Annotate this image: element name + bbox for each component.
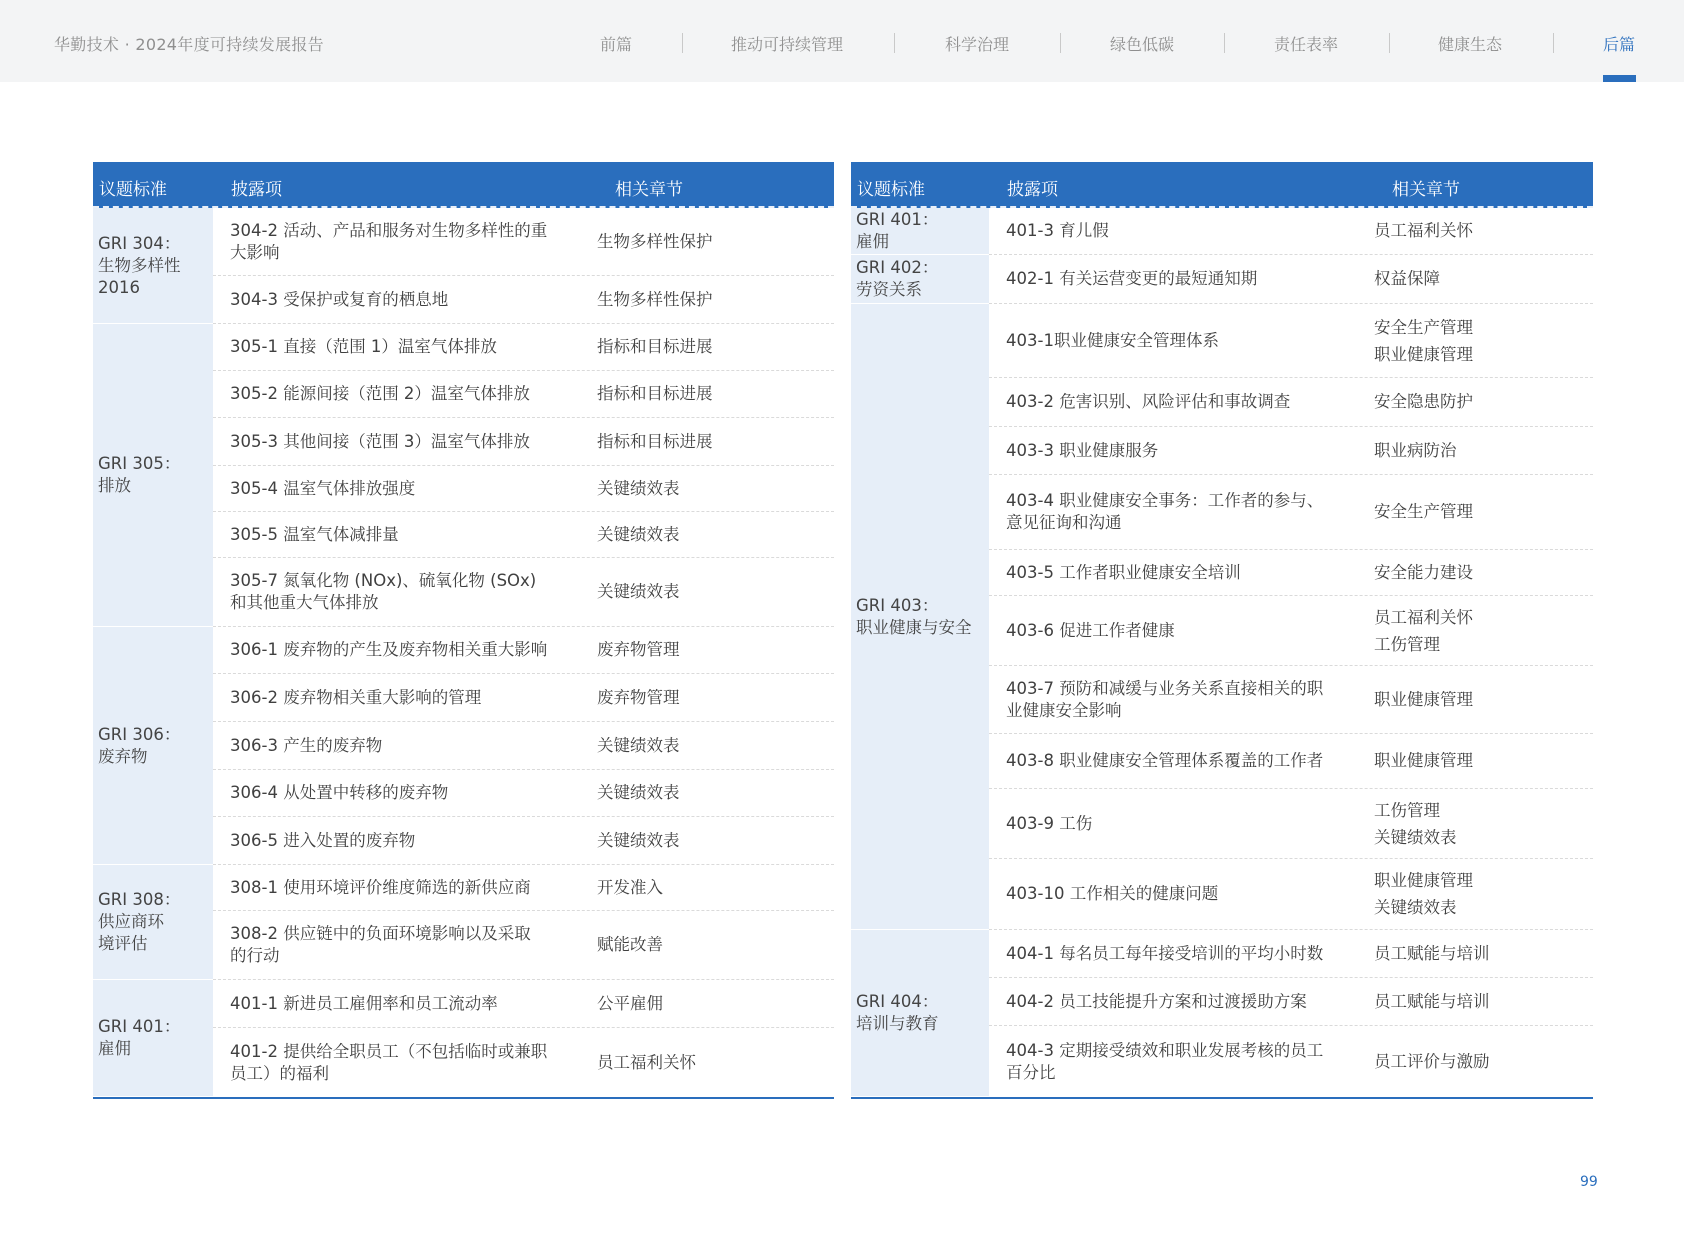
gri-standard-line: 供应商环 (98, 912, 164, 931)
header-disclosure: 披露项 (231, 180, 282, 200)
gri-standard-line: GRI 305： (98, 454, 181, 473)
related-section-text: 关键绩效表 (597, 524, 680, 544)
related-section-text: 安全隐患防护 (1374, 392, 1473, 411)
table-row (213, 276, 834, 324)
related-section-text: 安全能力建设 (1374, 562, 1473, 582)
disclosure-cell (213, 865, 597, 910)
table-row (213, 418, 834, 466)
table-row (213, 865, 834, 911)
top-bar (0, 0, 1684, 82)
gri-standard-label (98, 889, 180, 955)
related-section-cell (597, 674, 834, 721)
table-row (989, 666, 1593, 734)
disclosure-cell (989, 208, 1374, 254)
gri-standard-group (851, 304, 1593, 930)
nav-item-governance[interactable]: 科学治理 (945, 35, 1010, 54)
disclosure-text: 306-5 进入处置的废弃物 (230, 830, 416, 850)
disclosure-text: 意见征询和沟通 (1006, 513, 1122, 532)
gri-standard-line: 废弃物 (98, 746, 148, 766)
disclosure-cell (989, 378, 1374, 426)
gri-standard-line: GRI 404： (856, 992, 939, 1011)
header-section: 相关章节 (1392, 180, 1460, 200)
header-disclosure: 披露项 (1007, 180, 1058, 200)
gri-standard-label (856, 595, 972, 639)
disclosure-cell (989, 789, 1374, 858)
disclosure-text: 305-5 温室气体减排量 (230, 524, 399, 544)
gri-standard-cell (93, 980, 213, 1097)
related-section-text: 职业健康管理 (1374, 871, 1473, 890)
related-section-cell (1374, 304, 1593, 377)
related-section-cell (1374, 1026, 1593, 1097)
gri-standard-line: 职业健康与安全 (856, 617, 972, 637)
related-section-text: 员工赋能与培训 (1374, 991, 1490, 1011)
related-section-cell (1374, 208, 1593, 254)
gri-standard-line: 2016 (98, 277, 140, 297)
gri-standard-label (98, 1016, 180, 1060)
disclosure-cell (213, 980, 597, 1027)
related-section-cell (1374, 475, 1593, 549)
disclosure-cell (989, 475, 1374, 549)
related-section-cell (1374, 427, 1593, 474)
gri-standard-line: GRI 401： (856, 210, 939, 229)
table-body (93, 208, 834, 1099)
disclosure-text: 403-5 工作者职业健康安全培训 (1006, 562, 1241, 582)
disclosure-text: 403-10 工作相关的健康问题 (1006, 884, 1219, 903)
header-section: 相关章节 (615, 180, 683, 200)
related-section-text: 开发准入 (597, 877, 663, 897)
disclosure-cell (213, 418, 597, 465)
related-section-cell (597, 208, 834, 275)
gri-standard-line: GRI 306： (98, 724, 181, 744)
table-row (989, 255, 1593, 304)
gri-standard-line: 境评估 (98, 934, 148, 953)
disclosure-text: 401-2 提供给全职员工（不包括临时或兼职 (230, 1041, 548, 1061)
header-standard: 议题标准 (99, 180, 167, 200)
disclosure-text: 305-1 直接（范围 1）温室气体排放 (230, 337, 497, 356)
table-body (851, 208, 1593, 1099)
related-section-text: 职业健康管理 (1374, 344, 1473, 364)
disclosure-cell (989, 978, 1374, 1025)
gri-standard-line: 生物多样性 (98, 255, 181, 275)
related-section-cell (597, 770, 834, 816)
disclosure-cell (213, 466, 597, 511)
gri-standard-group (93, 208, 834, 324)
gri-standard-cell (851, 304, 989, 930)
table-row (213, 911, 834, 980)
related-section-text: 生物多样性保护 (597, 289, 713, 309)
disclosure-text: 305-2 能源间接（范围 2）温室气体排放 (230, 384, 530, 403)
disclosure-cell (213, 911, 597, 979)
disclosure-cell (213, 1028, 597, 1097)
related-section-text: 关键绩效表 (597, 735, 680, 755)
table-row (989, 475, 1593, 550)
related-section-text: 工伤管理 (1374, 800, 1440, 820)
related-section-text: 职业健康管理 (1374, 689, 1473, 709)
disclosure-text: 305-3 其他间接（范围 3）温室气体排放 (230, 431, 530, 451)
disclosure-text: 306-1 废弃物的产生及废弃物相关重大影响 (230, 640, 548, 659)
related-section-text: 职业病防治 (1374, 440, 1457, 460)
nav-divider (682, 33, 683, 53)
table-row (213, 512, 834, 558)
related-section-text: 关键绩效表 (597, 830, 680, 850)
gri-standard-group (851, 930, 1593, 1097)
disclosure-text: 306-2 废弃物相关重大影响的管理 (230, 687, 482, 707)
disclosure-text: 员工）的福利 (230, 1063, 329, 1083)
disclosure-cell (213, 512, 597, 557)
related-section-cell (597, 466, 834, 511)
gri-standard-cell (93, 865, 213, 980)
related-section-text: 关键绩效表 (597, 582, 680, 601)
related-section-cell (597, 911, 834, 979)
page-number: 99 (1580, 1174, 1598, 1190)
gri-standard-cell (93, 208, 213, 324)
disclosure-cell (213, 208, 597, 275)
gri-standard-cell (851, 930, 989, 1097)
table-row (213, 627, 834, 674)
related-section-text: 公平雇佣 (597, 993, 663, 1013)
gri-standard-cell (851, 208, 989, 255)
disclosure-text: 401-1 新进员工雇佣率和员工流动率 (230, 993, 498, 1013)
nav-item-green-low-carbon[interactable]: 绿色低碳 (1110, 35, 1175, 54)
table-row (213, 980, 834, 1028)
disclosure-cell (213, 722, 597, 769)
disclosure-text: 305-4 温室气体排放强度 (230, 478, 416, 498)
gri-standard-group (93, 627, 834, 865)
related-section-cell (597, 865, 834, 910)
related-section-text: 指标和目标进展 (597, 337, 713, 356)
disclosure-text: 大影响 (230, 242, 280, 262)
disclosure-text: 402-1 有关运营变更的最短通知期 (1006, 269, 1258, 288)
disclosure-text: 401-3 育儿假 (1006, 221, 1109, 240)
related-section-text: 安全生产管理 (1374, 317, 1473, 337)
related-section-cell (1374, 930, 1593, 977)
table-row (989, 734, 1593, 789)
disclosure-cell (213, 276, 597, 323)
table-row (213, 466, 834, 512)
related-section-text: 指标和目标进展 (597, 384, 713, 403)
disclosure-text: 304-3 受保护或复育的栖息地 (230, 289, 449, 309)
related-section-cell (1374, 859, 1593, 929)
disclosure-text: 和其他重大气体排放 (230, 593, 379, 612)
related-section-text: 指标和目标进展 (597, 431, 713, 451)
related-section-text: 员工评价与激励 (1374, 1051, 1490, 1071)
related-section-text: 关键绩效表 (597, 783, 680, 802)
gri-standard-line: GRI 401： (98, 1017, 181, 1036)
gri-index-table-left (93, 162, 834, 1099)
disclosure-cell (213, 674, 597, 721)
disclosure-cell (989, 1026, 1374, 1097)
disclosure-cell (989, 930, 1374, 977)
nav-item-preface[interactable]: 前篇 (600, 35, 633, 54)
related-section-cell (1374, 596, 1593, 665)
related-section-cell (597, 980, 834, 1027)
related-section-cell (597, 512, 834, 557)
disclosure-cell (989, 666, 1374, 733)
related-section-cell (1374, 734, 1593, 788)
disclosure-cell (989, 427, 1374, 474)
disclosure-text: 306-4 从处置中转移的废弃物 (230, 783, 449, 802)
disclosure-cell (989, 304, 1374, 377)
disclosure-text: 的行动 (230, 946, 280, 965)
table-row (989, 596, 1593, 666)
table-row (989, 789, 1593, 859)
related-section-cell (597, 817, 834, 864)
header-standard: 议题标准 (857, 180, 925, 200)
related-section-cell (597, 276, 834, 323)
related-section-text: 关键绩效表 (1374, 898, 1457, 917)
gri-index-table-right (851, 162, 1593, 1099)
nav-divider (1389, 33, 1390, 53)
related-section-text: 废弃物管理 (597, 640, 680, 659)
nav-divider (894, 33, 895, 53)
table-row (989, 550, 1593, 596)
gri-standard-line: GRI 308： (98, 890, 181, 909)
gri-standard-group (851, 208, 1593, 255)
gri-standard-cell (851, 255, 989, 304)
table-row (213, 371, 834, 418)
related-section-cell (1374, 378, 1593, 426)
related-section-cell (597, 371, 834, 417)
related-section-text: 关键绩效表 (1374, 827, 1457, 847)
nav-divider (1224, 33, 1225, 53)
table-row (213, 324, 834, 371)
table-row (213, 817, 834, 865)
related-section-cell (597, 558, 834, 626)
table-header (851, 162, 1593, 208)
nav-item-appendix[interactable]: 后篇 (1603, 35, 1636, 54)
gri-standard-label (98, 233, 181, 299)
table-row (989, 930, 1593, 978)
table-row (213, 722, 834, 770)
disclosure-text: 403-9 工伤 (1006, 813, 1093, 833)
table-row (989, 427, 1593, 475)
gri-standard-label (98, 453, 180, 497)
related-section-text: 员工福利关怀 (1374, 607, 1473, 627)
disclosure-text: 305-7 氮氧化物 (NOx)、硫氧化物 (SOx) (230, 571, 537, 590)
related-section-cell (1374, 550, 1593, 595)
gri-standard-line: 排放 (98, 476, 131, 495)
disclosure-cell (213, 770, 597, 816)
related-section-text: 权益保障 (1374, 269, 1440, 288)
disclosure-text: 403-6 促进工作者健康 (1006, 620, 1175, 640)
gri-standard-group (851, 255, 1593, 304)
related-section-cell (1374, 789, 1593, 858)
gri-standard-cell (93, 627, 213, 865)
disclosure-cell (213, 817, 597, 864)
gri-standard-line: 培训与教育 (856, 1014, 939, 1033)
related-section-cell (597, 324, 834, 370)
disclosure-text: 403-8 职业健康安全管理体系覆盖的工作者 (1006, 751, 1324, 770)
gri-standard-line: 雇佣 (98, 1039, 131, 1058)
disclosure-text: 业健康安全影响 (1006, 700, 1122, 720)
gri-standard-label (856, 257, 938, 301)
disclosure-text: 403-4 职业健康安全事务：工作者的参与、 (1006, 491, 1324, 510)
disclosure-cell (213, 627, 597, 673)
gri-standard-line: 劳资关系 (856, 280, 922, 299)
table-row (213, 770, 834, 817)
disclosure-text: 306-3 产生的废弃物 (230, 735, 383, 755)
related-section-cell (1374, 978, 1593, 1025)
related-section-text: 废弃物管理 (597, 687, 680, 707)
related-section-text: 员工赋能与培训 (1374, 943, 1490, 963)
table-row (989, 378, 1593, 427)
related-section-text: 生物多样性保护 (597, 231, 713, 251)
nav-item-healthy-ecosystem[interactable]: 健康生态 (1438, 35, 1503, 54)
related-section-text: 安全生产管理 (1374, 502, 1473, 521)
table-row (213, 1028, 834, 1097)
disclosure-cell (989, 255, 1374, 303)
nav-divider (1060, 33, 1061, 53)
gri-standard-line: GRI 403： (856, 595, 939, 615)
gri-standard-group (93, 980, 834, 1097)
disclosure-text: 403-7 预防和减缓与业务关系直接相关的职 (1006, 678, 1324, 698)
disclosure-text: 403-2 危害识别、风险评估和事故调查 (1006, 392, 1291, 411)
chapter-nav (0, 0, 1684, 82)
active-nav-indicator (1603, 75, 1636, 82)
related-section-cell (597, 1028, 834, 1097)
gri-standard-cell (93, 324, 213, 627)
related-section-text: 赋能改善 (597, 935, 663, 954)
gri-standard-label (856, 209, 938, 253)
disclosure-text: 404-2 员工技能提升方案和过渡援助方案 (1006, 991, 1307, 1011)
table-row (213, 208, 834, 276)
nav-divider (1553, 33, 1554, 53)
disclosure-cell (989, 859, 1374, 929)
disclosure-cell (989, 550, 1374, 595)
gri-standard-line: 雇佣 (856, 232, 889, 251)
table-row (213, 558, 834, 627)
related-section-text: 关键绩效表 (597, 478, 680, 498)
disclosure-text: 308-2 供应链中的负面环境影响以及采取 (230, 924, 531, 943)
table-row (989, 1026, 1593, 1097)
disclosure-cell (213, 558, 597, 626)
nav-item-responsibility[interactable]: 责任表率 (1274, 35, 1339, 54)
disclosure-text: 百分比 (1006, 1062, 1056, 1082)
related-section-cell (597, 418, 834, 465)
gri-standard-line: GRI 402： (856, 258, 939, 277)
gri-standard-line: GRI 304： (98, 233, 181, 253)
disclosure-cell (989, 734, 1374, 788)
gri-standard-label (856, 991, 939, 1035)
disclosure-cell (989, 596, 1374, 665)
table-row (989, 304, 1593, 378)
gri-standard-label (98, 724, 180, 768)
disclosure-text: 403-3 职业健康服务 (1006, 440, 1159, 460)
related-section-cell (1374, 255, 1593, 303)
disclosure-cell (213, 324, 597, 370)
disclosure-text: 308-1 使用环境评价维度筛选的新供应商 (230, 877, 531, 897)
table-row (989, 208, 1593, 255)
disclosure-text: 403-1职业健康安全管理体系 (1006, 330, 1219, 350)
related-section-text: 员工福利关怀 (1374, 221, 1473, 240)
gri-standard-group (93, 865, 834, 980)
nav-item-sustainability-management[interactable]: 推动可持续管理 (731, 35, 844, 54)
disclosure-cell (213, 371, 597, 417)
table-row (989, 978, 1593, 1026)
related-section-text: 员工福利关怀 (597, 1052, 696, 1072)
table-header (93, 162, 834, 208)
related-section-cell (597, 627, 834, 673)
disclosure-text: 404-1 每名员工每年接受培训的平均小时数 (1006, 943, 1324, 963)
related-section-text: 工伤管理 (1374, 634, 1440, 654)
disclosure-text: 304-2 活动、产品和服务对生物多样性的重 (230, 220, 548, 240)
table-row (213, 674, 834, 722)
disclosure-text: 404-3 定期接受绩效和职业发展考核的员工 (1006, 1040, 1324, 1060)
related-section-text: 职业健康管理 (1374, 751, 1473, 770)
report-title: 华勤技术 · 2024年度可持续发展报告 (54, 35, 324, 54)
related-section-cell (597, 722, 834, 769)
gri-standard-group (93, 324, 834, 627)
table-row (989, 859, 1593, 930)
related-section-cell (1374, 666, 1593, 733)
